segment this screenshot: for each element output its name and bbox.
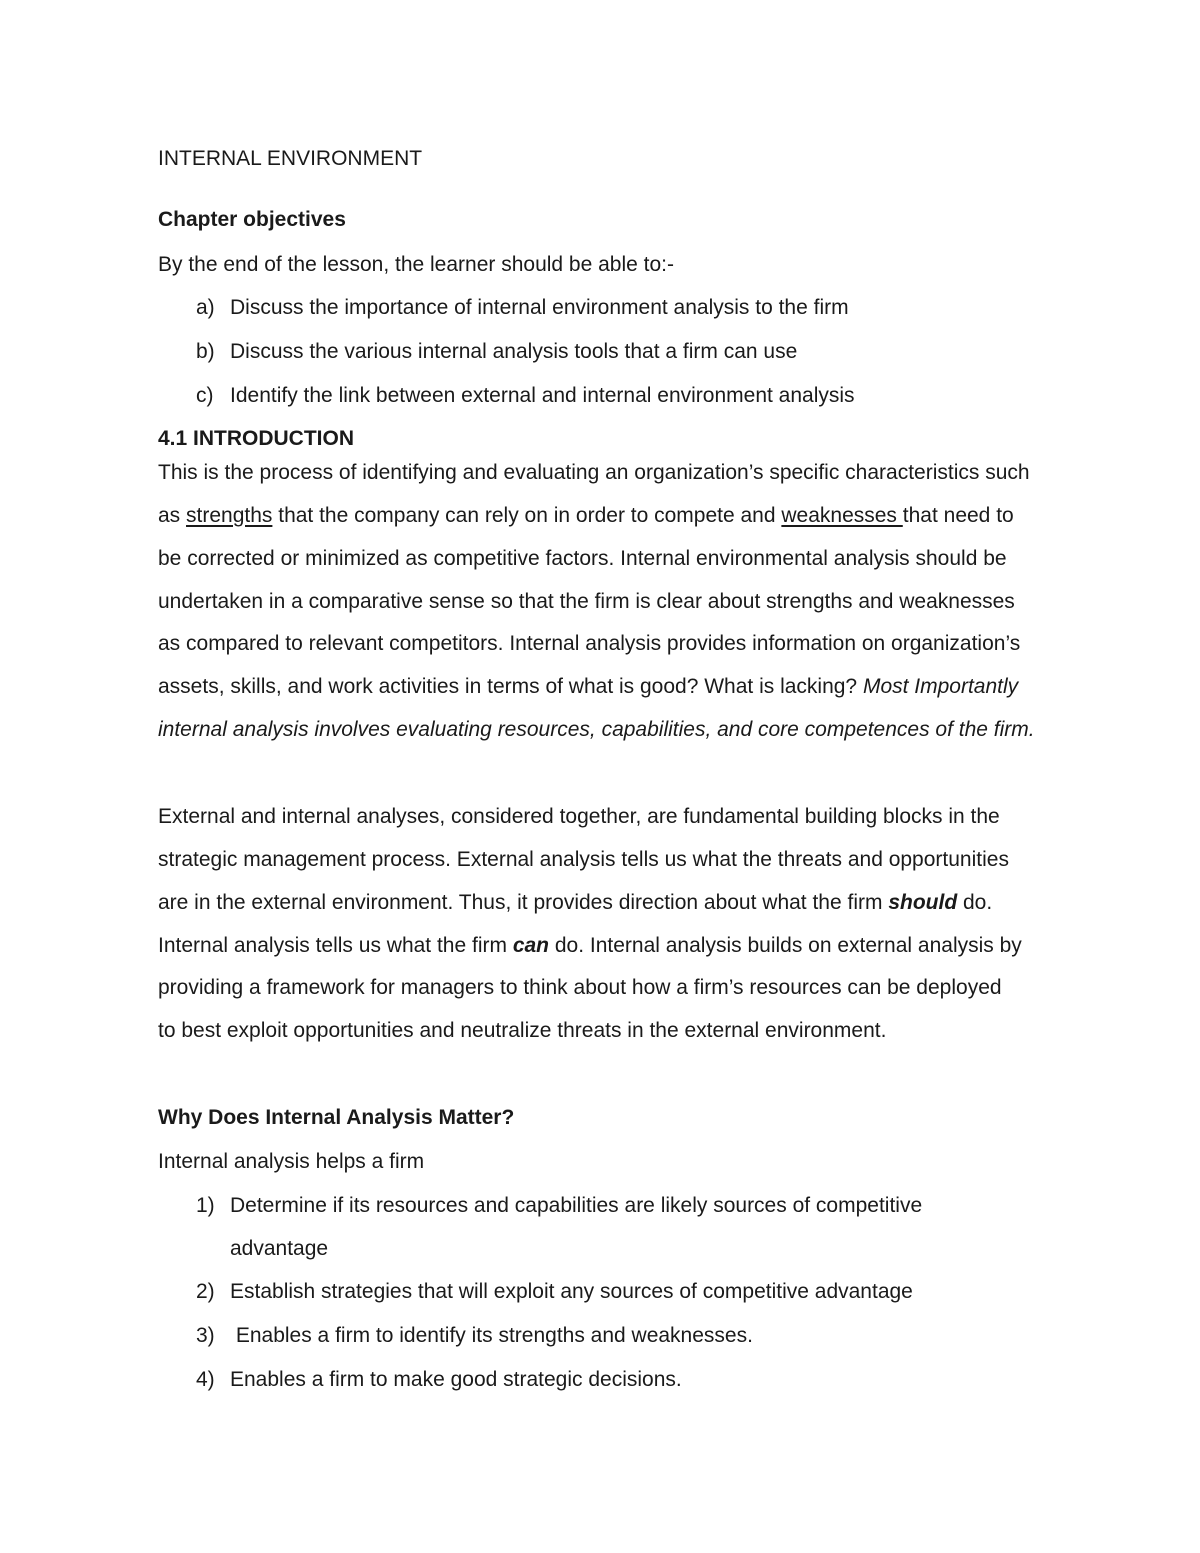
- underlined-term-weaknesses: weaknesses: [781, 504, 903, 527]
- text-run: do. Internal analysis builds on external analysis by: [549, 934, 1022, 957]
- why-item: Enables a firm to make good strategic decisions.: [230, 1368, 682, 1391]
- intro-paragraph-line: as compared to relevant competitors. Internal analysis provides information on organization’s: [158, 632, 1021, 655]
- second-paragraph-line: [158, 935, 1022, 956]
- intro-paragraph-line: [158, 676, 1018, 697]
- objective-marker: b): [196, 340, 215, 363]
- emphasis-can: can: [512, 934, 550, 957]
- intro-paragraph-line: [158, 505, 1014, 526]
- emphasis-should: should: [888, 891, 958, 914]
- intro-paragraph-line: This is the process of identifying and evaluating an organization’s specific characteristics such: [158, 461, 1030, 484]
- intro-paragraph-line: be corrected or minimized as competitive factors. Internal environmental analysis should be: [158, 547, 1007, 570]
- why-item-continuation: advantage: [230, 1237, 329, 1260]
- second-paragraph-line: to best exploit opportunities and neutralize threats in the external environment.: [158, 1019, 887, 1042]
- why-item: Enables a firm to identify its strengths and weaknesses.: [230, 1324, 753, 1347]
- objectives-intro: By the end of the lesson, the learner should be able to:-: [158, 253, 675, 276]
- second-paragraph-line: strategic management process. External analysis tells us what the threats and opportunities: [158, 848, 1009, 871]
- why-item-marker: 3): [196, 1324, 215, 1347]
- why-item: Determine if its resources and capabilities are likely sources of competitive: [230, 1194, 923, 1217]
- why-heading: Why Does Internal Analysis Matter?: [158, 1106, 515, 1129]
- second-paragraph-line: providing a framework for managers to think about how a firm’s resources can be deployed: [158, 976, 1002, 999]
- objective-item: Discuss the importance of internal environment analysis to the firm: [230, 296, 849, 319]
- why-item: Establish strategies that will exploit any sources of competitive advantage: [230, 1280, 913, 1303]
- objectives-heading: Chapter objectives: [158, 208, 346, 231]
- text-run: as: [158, 504, 187, 527]
- intro-paragraph-line: undertaken in a comparative sense so that the firm is clear about strengths and weaknesses: [158, 590, 1015, 613]
- why-item-marker: 4): [196, 1368, 215, 1391]
- underlined-term-strengths: strengths: [186, 504, 273, 527]
- text-run: are in the external environment. Thus, it provides direction about what the firm: [158, 891, 889, 914]
- objective-item: Identify the link between external and internal environment analysis: [230, 384, 855, 407]
- objective-marker: a): [196, 296, 215, 319]
- second-paragraph-line: [158, 892, 992, 913]
- text-run: do.: [957, 891, 993, 914]
- italic-text-run: Most Importantly: [862, 675, 1019, 698]
- text-run: Internal analysis tells us what the firm: [158, 934, 513, 957]
- objective-marker: c): [196, 384, 214, 407]
- section-heading: 4.1 INTRODUCTION: [158, 427, 355, 450]
- document-title: INTERNAL ENVIRONMENT: [158, 147, 423, 170]
- text-run: assets, skills, and work activities in terms of what is good? What is lacking?: [158, 675, 863, 698]
- why-item-marker: 1): [196, 1194, 215, 1217]
- objective-item: Discuss the various internal analysis tools that a firm can use: [230, 340, 798, 363]
- why-item-marker: 2): [196, 1280, 215, 1303]
- why-intro: Internal analysis helps a firm: [158, 1150, 425, 1173]
- second-paragraph-line: External and internal analyses, considered together, are fundamental building blocks in the: [158, 805, 1000, 828]
- text-run: that the company can rely on in order to compete and: [272, 504, 782, 527]
- intro-paragraph-line: internal analysis involves evaluating resources, capabilities, and core competences of the firm.: [158, 718, 1035, 741]
- text-run: that need to: [902, 504, 1014, 527]
